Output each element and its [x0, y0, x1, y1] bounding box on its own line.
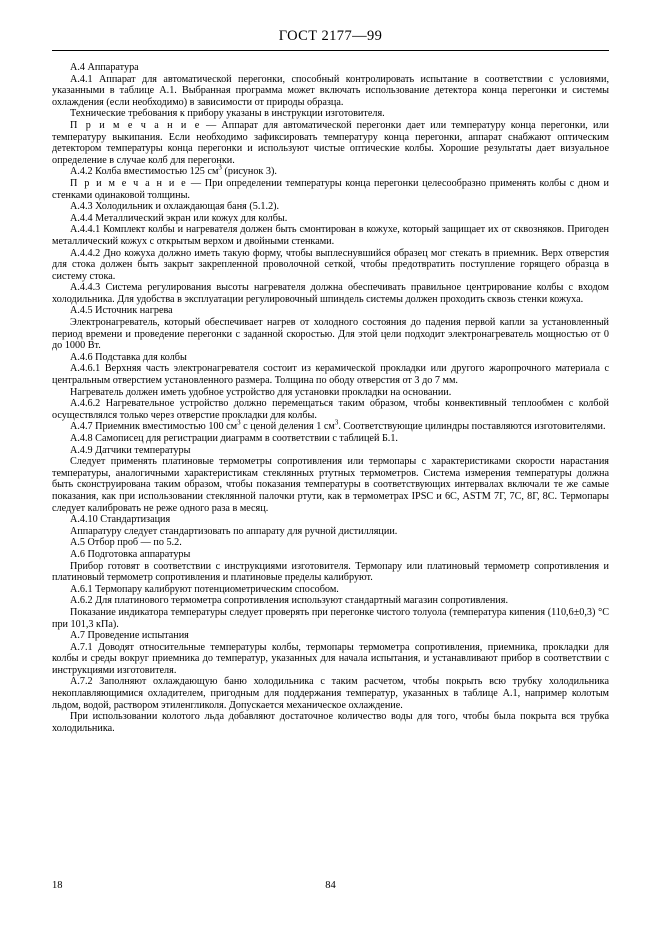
footer-page-number-left: 18 [52, 880, 63, 891]
note-1-prefix: П р и м е ч а н и е [70, 119, 201, 131]
paragraph-a4-1b: Технические требования к прибору указаны в инструкции изготовителя. [70, 108, 385, 120]
note-2-prefix: П р и м е ч а н и е [70, 177, 188, 189]
paragraph-a4-9b: Следует применять платиновые термометры сопротивления или термопары с характеристиками скорости нарастания температуры, аналогичными характеристикам стеклянных ртутных термометров. Система измерения температуры должна быть сконструирована таким образом, чтобы показания температуры в соответствующих интервалах включали те же самые показания, как при использовании стеклянной палочки ртути, как в термометрах IPSC и 6С, ASTM 7Г, 7С, 8Г, 8С. Термопары следует калибровать не реже одного раза в месяц. [52, 456, 609, 514]
paragraph-a6-1: А.6.1 Термопару калибруют потенциометрическим способом. [70, 583, 339, 595]
note-2-text: — При определении температуры конца перегонки целесообразно применять колбы с дном и стенками одинаковой толщины. [52, 177, 609, 201]
paragraph-a4-1: А.4.1 Аппарат для автоматической перегонки, способный контролировать испытание в соответствии с условиями, указанными в таблице А.1. Выбранная программа может включать использование детектора конца перегонки и системы охлаждения (если необходимо) в зависимости от природы образца. [52, 73, 609, 108]
page-header: ГОСТ 2177—99 [278, 28, 383, 44]
note-2 [52, 178, 609, 201]
paragraph-a7-1: А.7.1 Доводят относительные температуры колбы, термопары термометра сопротивления, приемника, прокладки для колбы и среды вокруг приемника до температур, указанных для начала испытания, и устанавливают прибор в соответствии с инструкциями изготовителя. [52, 641, 609, 676]
paragraph-a6b: Прибор готовят в соответствии с инструкциями изготовителя. Термопару или платиновый термометр сопротивления и платиновый термометр сопротивления и платиновые пределы калибруют. [52, 560, 609, 584]
paragraph-a4-3: А.4.3 Холодильник и охлаждающая баня (5.1.2). [70, 201, 280, 213]
paragraph-a6-2: А.6.2 Для платинового термометра сопротивления используют стандартный магазин сопротивления. [70, 595, 508, 607]
paragraph-a4-6-2: А.4.6.2 Нагревательное устройство должно перемещаться таким образом, чтобы конвективный теплообмен с колбой осуществлялся только через отверстие прокладки для колбы. [52, 398, 609, 421]
section-heading-a5: А.5 Отбор проб — по 5.2. [70, 537, 182, 549]
paragraph-a4-5b: Электронагреватель, который обеспечивает нагрев от холодного состояния до падения первой капли за установленный период времени и проведение перегонки с заданной скоростью. Для этой цели подходит электронагреватель мощностью от 0 до 1000 Вт. [52, 317, 609, 352]
section-heading-a6: А.6 Подготовка аппаратуры [70, 548, 191, 560]
header-rule [52, 50, 609, 51]
paragraph-a4-6-1: А.4.6.1 Верхняя часть электронагревателя состоит из керамической прокладки или другого жаропрочного материала с центральным отверстием установленного размера. Толщина по ободу отверстия от 3 до 7 мм. [52, 363, 609, 387]
paragraph-a7-2: А.7.2 Заполняют охлаждающую баню холодильника с таким расчетом, чтобы покрыть всю трубку холодильника некоплавляющимися охладителем, пригодным для поддержания температур, указанных в таблице А.1, например колотым льдом, водой, раствором этиленгликоля. Допускается механическое охлаждение. [52, 676, 609, 711]
paragraph-a4-4-2: А.4.4.2 Дно кожуха должно иметь такую форму, чтобы выплеснувшийся образец мог стекать в приемник. Верх отверстия для стока должен быть закрыт закрепленной проволочной сеткой, чтобы предотвратить поступление горящего образца в систему стока. [52, 247, 609, 282]
footer-page-number-center: 84 [325, 880, 336, 891]
note-1 [52, 120, 609, 166]
document-body [52, 62, 609, 734]
section-heading-a4-5: А.4.5 Источник нагрева [70, 305, 173, 317]
note-1-text: — Аппарат для автоматической перегонки дает или температуру конца перегонки, или температуру выкипания. Если необходимо зафиксировать температуру конца перегонки, аппарат снабжают оптическим детектором температуры конца перегонки и используют чистые оптические колбы. Хорошие результаты дает визуальное определение в случае колб для перегонки. [52, 119, 609, 166]
section-heading-a4: А.4 Аппаратура [70, 62, 139, 73]
paragraph-a4-7: А.4.7 Приемник вместимостью 100 $см^3$ с ценой деления 1 $см^3$. Соответствующие цилиндры поставляются изготовителями. [70, 419, 606, 433]
section-heading-a4-10: А.4.10 Стандартизация [70, 514, 171, 526]
paragraph-a4-4-3: А.4.4.3 Система регулирования высоты нагревателя должна обеспечивать правильное центрирование колбы с входом холодильника. Для удобства в эксплуатации регулировочный шпиндель системы должен проходить сквозь стенки кожуха. [52, 282, 609, 305]
paragraph-a4-4: А.4.4 Металлический экран или кожух для колбы. [70, 212, 288, 224]
section-heading-a4-9: А.4.9 Датчики температуры [70, 444, 191, 456]
paragraph-a7-2b: При использовании колотого льда добавляют достаточное количество воды для того, чтобы была покрыта вся трубка холодильника. [52, 711, 609, 734]
paragraph-a4-6-1b: Нагреватель должен иметь удобное устройство для установки прокладки на основании. [70, 386, 452, 398]
paragraph-a6-2b: Показание индикатора температуры следует проверять при перегонке чистого толуола (температура кипения (110,6±0,3) °С при 101,3 кПа). [52, 606, 609, 630]
section-heading-a4-6: А.4.6 Подставка для колбы [70, 351, 187, 363]
paragraph-a4-10b: Аппаратуру следует стандартизовать по аппарату для ручной дистилляции. [70, 525, 398, 537]
paragraph-a4-4-1: А.4.4.1 Комплект колбы и нагревателя должен быть смонтирован в кожухе, который защищает их от сквозняков. Пригоден металлический кожух с открытым верхом и двойными стенками. [52, 224, 609, 247]
paragraph-a4-8: А.4.8 Самописец для регистрации диаграмм в соответствии с таблицей Б.1. [70, 433, 398, 444]
section-heading-a7: А.7 Проведение испытания [70, 630, 189, 642]
paragraph-a4-2: А.4.2 Колба вместимостью 125 $см^3$ (рисунок 3). [70, 163, 277, 178]
